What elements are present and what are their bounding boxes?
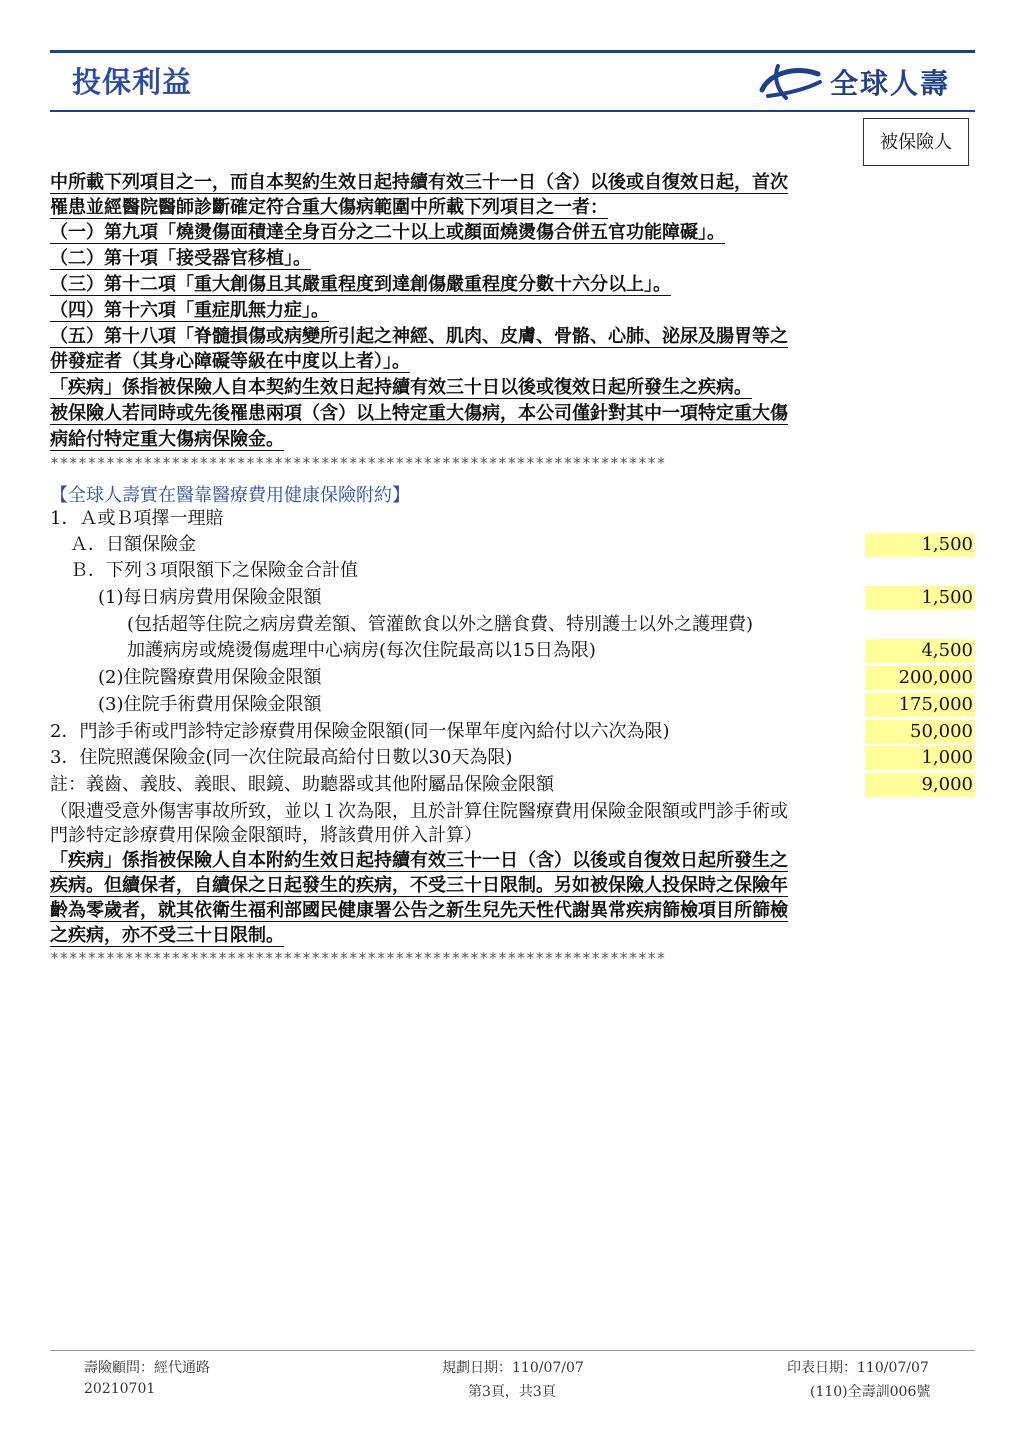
body-line: （四）第十六項「重症肌無力症」。 bbox=[50, 300, 329, 321]
rider-item-label: (1)每日病房費用保險金限額 bbox=[98, 587, 322, 608]
body-line: 病給付特定重大傷病保險金。 bbox=[50, 429, 284, 450]
rider-item-label: (3)住院手術費用保險金限額 bbox=[98, 694, 322, 715]
rider-item-amount: 200,000 bbox=[865, 666, 975, 690]
rider-item-label: (2)住院醫療費用保險金限額 bbox=[98, 667, 322, 688]
rider-title: 【全球人壽實在醫靠醫療費用健康保險附約】 bbox=[50, 485, 410, 506]
body-line: 併發症者（其身心障礙等級在中度以上者）」。 bbox=[50, 351, 410, 372]
disease-definition-line: 疾病。但續保者，自續保之日起發生的疾病，不受三十日限制。另如被保險人投保時之保險年 bbox=[50, 875, 788, 896]
footer-doc-number: (110)全壽訓006號 bbox=[810, 1384, 931, 1400]
footer-print-date: 印表日期：110/07/07 bbox=[787, 1360, 929, 1376]
rider-item-amount: 9,000 bbox=[865, 773, 975, 797]
footer-plan-date: 規劃日期：110/07/07 bbox=[442, 1360, 584, 1376]
body-line: （二）第十項「接受器官移植」。 bbox=[50, 248, 311, 269]
logo-swoosh-icon bbox=[758, 60, 824, 104]
footer-code: 20210701 bbox=[84, 1381, 156, 1397]
rider-item-label: 加護病房或燒燙傷處理中心病房(每次住院最高以15日為限) bbox=[127, 640, 596, 661]
footer-advisor: 壽險顧問：經代通路 bbox=[84, 1360, 210, 1376]
disease-definition-line: 之疾病，亦不受三十日限制。 bbox=[50, 925, 284, 946]
page-title: 投保利益 bbox=[72, 65, 193, 99]
header-rule-top bbox=[50, 50, 975, 53]
footer-page-number: 第3頁，共3頁 bbox=[468, 1384, 556, 1400]
rider-item-label: (包括超等住院之病房費差額、管灌飲食以外之膳食費、特別護士以外之護理費) bbox=[127, 614, 754, 635]
rider-item-label: 1．Ａ或Ｂ項擇一理賠 bbox=[50, 508, 224, 529]
header-rule-bottom bbox=[50, 110, 975, 112]
company-logo bbox=[758, 60, 958, 104]
separator-line: ****************************************************************** bbox=[50, 949, 666, 967]
logo-text: 全球人壽 bbox=[830, 67, 951, 100]
body-line: 「疾病」係指被保險人自本契約生效日起持續有效三十日以後或復效日起所發生之疾病。 bbox=[50, 377, 752, 398]
body-line: 中所載下列項目之一，而自本契約生效日起持續有效三十一日（含）以後或自復效日起，首次 bbox=[50, 172, 788, 193]
disease-definition-line: 「疾病」係指被保險人自本附約生效日起持續有效三十一日（含）以後或自復效日起所發生之 bbox=[50, 850, 788, 871]
rider-item-label: 3．住院照護保險金(同一次住院最高給付日數以30天為限) bbox=[50, 747, 513, 768]
body-line: （三）第十二項「重大創傷且其嚴重程度到達創傷嚴重程度分數十六分以上」。 bbox=[50, 274, 671, 295]
body-line: 罹患並經醫院醫師診斷確定符合重大傷病範圍中所載下列項目之一者： bbox=[50, 197, 608, 218]
insured-badge: 被保險人 bbox=[863, 118, 969, 166]
rider-item-amount: 1,500 bbox=[865, 586, 975, 610]
rider-item-label: Ｂ．下列３項限額下之保險金合計值 bbox=[70, 560, 358, 581]
rider-item-label: 註：義齒、義肢、義眼、眼鏡、助聽器或其他附屬品保險金限額 bbox=[50, 774, 554, 795]
separator-line: ****************************************************************** bbox=[50, 454, 666, 472]
rider-note-line: 門診特定診療費用保險金限額時，將該費用併入計算） bbox=[50, 825, 482, 846]
rider-item-label: 2．門診手術或門診特定診療費用保險金限額(同一保單年度內給付以六次為限) bbox=[50, 721, 670, 742]
footer-rule bbox=[50, 1350, 975, 1351]
rider-item-amount: 50,000 bbox=[865, 720, 975, 744]
rider-item-amount: 175,000 bbox=[865, 693, 975, 717]
rider-item-amount: 1,500 bbox=[865, 533, 975, 557]
body-line: （一）第九項「燒燙傷面積達全身百分之二十以上或顏面燒燙傷合併五官功能障礙」。 bbox=[50, 222, 725, 243]
rider-item-label: Ａ．日額保險金 bbox=[70, 534, 196, 555]
body-line: （五）第十八項「脊髓損傷或病變所引起之神經、肌肉、皮膚、骨骼、心肺、泌尿及腸胃等之 bbox=[50, 326, 788, 347]
rider-item-amount: 1,000 bbox=[865, 746, 975, 770]
rider-item-amount: 4,500 bbox=[865, 639, 975, 663]
disease-definition-line: 齡為零歲者，就其依衛生福利部國民健康署公告之新生兒先天性代謝異常疾病篩檢項目所篩檢 bbox=[50, 900, 788, 921]
rider-note-line: （限遭受意外傷害事故所致，並以１次為限，且於計算住院醫療費用保險金限額或門診手術或 bbox=[50, 801, 788, 822]
body-line: 被保險人若同時或先後罹患兩項（含）以上特定重大傷病，本公司僅針對其中一項特定重大傷 bbox=[50, 403, 788, 424]
